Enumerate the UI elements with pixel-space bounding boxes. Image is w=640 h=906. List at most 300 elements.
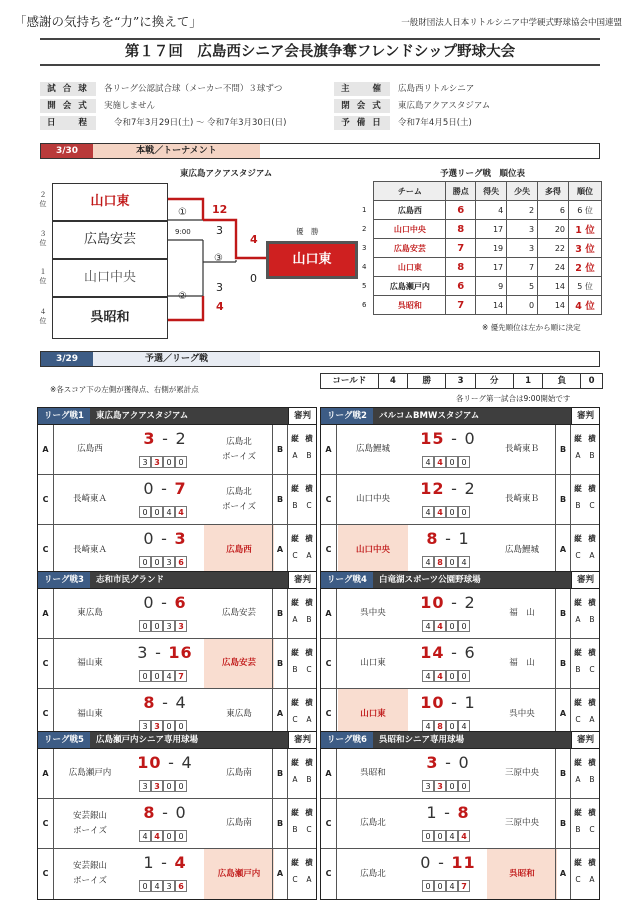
bracket-team-3: 山口中央 — [52, 259, 168, 297]
right-group: B — [272, 799, 288, 848]
team-right: 広島安芸 — [221, 608, 256, 618]
team-left: 東広島 — [77, 608, 103, 618]
standings-cell: 14 — [476, 296, 507, 315]
standings-cell: 1 — [362, 206, 367, 214]
umpire-cell: 縦 — [291, 598, 299, 607]
league-label: リーグ戦5 — [38, 732, 90, 748]
col-most: 多得 — [538, 182, 569, 201]
umpire-cell: 縦 — [291, 648, 299, 657]
umpire-cell: 縦 — [291, 758, 299, 767]
umpire-assignment — [571, 425, 599, 474]
closing-value: 東広島アクアスタジアム — [398, 101, 491, 111]
game-row — [38, 589, 316, 639]
standings-cell: 3 — [507, 220, 538, 239]
standings-cell: 4 位 — [569, 296, 602, 315]
league-label: リーグ戦1 — [38, 408, 90, 424]
score-cell: 0 — [139, 506, 151, 518]
standings-cell: 8 — [446, 220, 476, 239]
game-row — [321, 589, 599, 639]
team-right: 三原中央 — [504, 818, 539, 828]
umpire-assignment — [288, 749, 316, 798]
right-group: A — [555, 689, 571, 739]
score-cell: 0 — [163, 456, 175, 468]
umpire-cell: 横 — [588, 648, 596, 657]
ball-label: 試 合 球 — [40, 82, 96, 96]
umpire-assignment — [288, 589, 316, 638]
score: 15 - 0 — [420, 429, 476, 448]
umpire-cell: 横 — [305, 534, 313, 543]
score-cell: 0 — [422, 880, 434, 892]
score-cell: 4 — [422, 456, 434, 468]
standings-cell: 2 — [362, 225, 367, 233]
league-panel-6 — [320, 731, 600, 900]
umpire-cell: C — [589, 501, 595, 510]
league-header — [38, 572, 316, 589]
team-right: 広島鯉城 — [504, 544, 539, 555]
left-group: C — [38, 639, 54, 688]
league-panel-5 — [37, 731, 317, 900]
umpire-cell: A — [575, 615, 581, 624]
umpire-cell: 横 — [305, 858, 313, 867]
standings-cell: 6 — [446, 277, 476, 296]
score-cell: 4 — [151, 880, 163, 892]
col-fewest: 少失 — [507, 182, 538, 201]
score-cells — [130, 880, 200, 892]
umpire-cell: 横 — [305, 808, 313, 817]
score-cell: 0 — [175, 830, 187, 842]
score: 10 - 4 — [137, 753, 193, 772]
standings-cell: 5 — [507, 277, 538, 296]
left-group: C — [321, 639, 337, 688]
score-cells — [130, 556, 200, 568]
score-cell: 0 — [434, 830, 446, 842]
team-left: 広島北 — [360, 818, 386, 828]
umpire-cell: 横 — [588, 534, 596, 543]
umpire-cell: 横 — [305, 434, 313, 443]
umpire-cell: A — [292, 775, 298, 784]
right-group: B — [555, 749, 571, 798]
umpire-cell: 縦 — [291, 858, 299, 867]
standings-row — [362, 296, 602, 315]
prelim-name: 予選／リーグ戦 — [93, 352, 260, 366]
standings-cell: 8 — [446, 258, 476, 277]
left-group: A — [38, 425, 54, 474]
standings-cell: 5 — [362, 282, 367, 290]
team-right: 福 山 — [509, 658, 535, 668]
score-cell: 0 — [151, 670, 163, 682]
umpire-cell: A — [589, 875, 595, 884]
left-group: C — [321, 525, 337, 575]
umpire-assignment — [288, 849, 316, 899]
standings-cell: 山口東 — [374, 258, 446, 277]
col-rank: 順位 — [569, 182, 602, 201]
umpire-cell: 縦 — [574, 534, 582, 543]
umpire-cell: B — [575, 665, 581, 674]
game-row — [321, 799, 599, 849]
league-header — [38, 408, 316, 425]
left-group: C — [321, 849, 337, 899]
umpire-cell: B — [306, 615, 312, 624]
umpire-cell: 横 — [305, 484, 313, 493]
score-cell: 0 — [139, 556, 151, 568]
umpire-cell: C — [292, 715, 298, 724]
umpire-assignment — [571, 749, 599, 798]
right-group: B — [272, 639, 288, 688]
bracket-team-2: 広島安芸 — [52, 221, 168, 259]
umpire-cell: A — [292, 451, 298, 460]
umpire-cell: 縦 — [291, 808, 299, 817]
right-group: A — [272, 849, 288, 899]
opening-value: 実施しません — [104, 101, 156, 111]
score: 0 - 6 — [143, 593, 187, 612]
champion-label: 優 勝 — [296, 227, 319, 236]
umpire-assignment — [288, 639, 316, 688]
score-cells — [413, 620, 483, 632]
score-cell: 0 — [434, 880, 446, 892]
prelim-start-note: 各リーグ第一試合は9:00開始です — [456, 394, 571, 403]
score-cell: 0 — [163, 720, 175, 732]
score-cells — [413, 880, 483, 892]
umpire-assignment — [571, 525, 599, 575]
score-cell: 0 — [446, 780, 458, 792]
seed-rank-3: １ 位 — [39, 268, 47, 285]
score-cell: 3 — [163, 880, 175, 892]
umpire-cell: A — [306, 715, 312, 724]
left-group: A — [321, 425, 337, 474]
game-1-score-bottom: 3 — [216, 224, 223, 237]
standings-cell: 5 位 — [569, 277, 602, 296]
referee-label: 審判 — [288, 408, 316, 424]
team-left: 山口東 — [360, 658, 386, 668]
team-left: 長崎東Ａ — [72, 494, 107, 504]
points-cell: 4 — [379, 374, 409, 388]
team-left: 呉中央 — [360, 608, 386, 618]
right-group: B — [555, 639, 571, 688]
game-2-score-bottom: 4 — [216, 300, 224, 313]
umpire-cell: 横 — [305, 758, 313, 767]
game-1-label: ① — [178, 207, 187, 218]
score-cell: 4 — [422, 556, 434, 568]
score-cell: 0 — [446, 620, 458, 632]
score-cell: 3 — [151, 720, 163, 732]
game-2-score-top: 3 — [216, 281, 223, 294]
host-value: 広島西リトルシニア — [398, 84, 475, 94]
umpire-cell: 縦 — [574, 758, 582, 767]
score: 3 - 0 — [426, 753, 470, 772]
league-label: リーグ戦3 — [38, 572, 90, 588]
prelim-header — [40, 351, 600, 367]
umpire-cell: C — [306, 665, 312, 674]
score-cell: 4 — [446, 830, 458, 842]
schedule-value: 令和7年3月29日(土) 〜 令和7年3月30日(日) — [114, 118, 287, 128]
league-panel-3 — [37, 571, 317, 740]
score-cell: 0 — [446, 670, 458, 682]
umpire-cell: B — [292, 665, 298, 674]
standings-cell: 6 — [362, 301, 367, 309]
umpire-cell: 縦 — [574, 434, 582, 443]
team-right: 三原中央 — [504, 768, 539, 778]
umpire-cell: 横 — [588, 858, 596, 867]
referee-label: 審判 — [288, 572, 316, 588]
standings-cell: 7 — [507, 258, 538, 277]
league-venue: バルコムBMWスタジアム — [379, 411, 480, 421]
game-3-label: ③ — [214, 253, 223, 264]
team-right: 広島北 ボーイズ — [222, 436, 256, 462]
right-group: B — [555, 425, 571, 474]
score: 14 - 6 — [420, 643, 476, 662]
prelim-date: 3/29 — [41, 352, 93, 366]
score-cell: 0 — [163, 780, 175, 792]
standings-cell: 6 — [446, 201, 476, 220]
score-cells — [130, 830, 200, 842]
champion-box: 山口東 — [266, 241, 358, 279]
ball-value: 各リーグ公認試合球（メーカー不問）３球ずつ — [104, 84, 283, 94]
score-cell: 4 — [434, 620, 446, 632]
umpire-cell: B — [589, 451, 595, 460]
standings-cell: 9 — [476, 277, 507, 296]
score-cell: 0 — [446, 556, 458, 568]
umpire-cell: 縦 — [291, 484, 299, 493]
umpire-cell: B — [575, 501, 581, 510]
referee-label: 審判 — [571, 572, 599, 588]
team-left: 山口東 — [338, 689, 408, 739]
league-label: リーグ戦4 — [321, 572, 373, 588]
team-right: 広島北 ボーイズ — [222, 486, 256, 512]
umpire-cell: 縦 — [574, 484, 582, 493]
left-group: A — [321, 749, 337, 798]
score: 0 - 3 — [143, 529, 187, 548]
team-right: 東広島 — [226, 708, 252, 719]
team-left: 福山東 — [77, 708, 103, 719]
standings-cell: 広島瀬戸内 — [374, 277, 446, 296]
points-cell: コールド — [321, 374, 379, 388]
standings-cell: 4 — [362, 263, 367, 271]
standings-cell: 呉昭和 — [374, 296, 446, 315]
standings-title: 予選リーグ戦 順位表 — [440, 169, 526, 179]
umpire-assignment — [571, 639, 599, 688]
team-right: 福 山 — [509, 608, 535, 618]
score: 1 - 4 — [143, 853, 187, 872]
game-row — [38, 525, 316, 575]
team-right: 長崎東Ｂ — [504, 444, 539, 454]
score-cell: 0 — [422, 830, 434, 842]
score-cell: 4 — [422, 506, 434, 518]
score-cell: 3 — [139, 456, 151, 468]
umpire-cell: B — [575, 825, 581, 834]
standings-header — [362, 182, 602, 201]
umpire-cell: 縦 — [574, 808, 582, 817]
league-venue: 志和市民グランド — [96, 575, 165, 585]
score-cell: 0 — [175, 780, 187, 792]
team-left: 広島瀬戸内 — [68, 768, 112, 778]
umpire-cell: C — [306, 501, 312, 510]
umpire-cell: 横 — [305, 648, 313, 657]
opening-label: 開 会 式 — [40, 99, 96, 113]
score-cell: 0 — [139, 620, 151, 632]
score-cell: 4 — [139, 830, 151, 842]
game-row — [38, 475, 316, 525]
left-group: C — [38, 689, 54, 739]
umpire-cell: C — [292, 875, 298, 884]
col-points: 勝点 — [446, 182, 476, 201]
umpire-cell: B — [306, 775, 312, 784]
score-cell: 4 — [458, 830, 470, 842]
score-cells — [413, 456, 483, 468]
page-title: 第１７回 広島西シニア会長旗争奪フレンドシップ野球大会 — [124, 44, 516, 60]
score-cells — [413, 780, 483, 792]
umpire-cell: 横 — [588, 434, 596, 443]
score-cell: 0 — [458, 670, 470, 682]
team-left: 広島鯉城 — [355, 444, 390, 454]
score-cell: 0 — [163, 830, 175, 842]
team-left: 安芸銀山 ボーイズ — [72, 861, 107, 886]
standings-cell: 19 — [476, 239, 507, 258]
game-row — [38, 425, 316, 475]
umpire-cell: A — [292, 615, 298, 624]
umpire-cell: 横 — [588, 758, 596, 767]
umpire-cell: 横 — [588, 698, 596, 707]
score-cells — [413, 830, 483, 842]
score-cell: 4 — [422, 670, 434, 682]
umpire-assignment — [288, 799, 316, 848]
reserve-label: 予 備 日 — [334, 116, 390, 130]
score-cell: 0 — [151, 620, 163, 632]
right-group: A — [272, 689, 288, 739]
team-left: 山口中央 — [338, 525, 408, 575]
standings-cell: 4 — [476, 201, 507, 220]
game-row — [38, 639, 316, 689]
points-cell: 勝 — [408, 374, 446, 388]
score-cell: 6 — [175, 556, 187, 568]
game-row — [38, 749, 316, 799]
standings-cell: 3 — [507, 239, 538, 258]
league-panel-4 — [320, 571, 600, 740]
score: 10 - 1 — [420, 693, 476, 712]
umpire-cell: 横 — [588, 808, 596, 817]
standings-cell: 広島西 — [374, 201, 446, 220]
standings-table — [362, 181, 602, 315]
standings-note: ※ 優先順位は左から順に決定 — [482, 323, 581, 332]
score: 10 - 2 — [420, 593, 476, 612]
score-cell: 3 — [151, 780, 163, 792]
schedule-label: 日 程 — [40, 116, 96, 130]
standings-cell: 7 — [446, 239, 476, 258]
score-cell: 4 — [422, 620, 434, 632]
score-cell: 4 — [458, 720, 470, 732]
game-row — [321, 425, 599, 475]
umpire-cell: A — [306, 875, 312, 884]
standings-row — [362, 258, 602, 277]
umpire-cell: A — [575, 451, 581, 460]
score-cell: 3 — [422, 780, 434, 792]
score-cell: 0 — [151, 506, 163, 518]
host-label: 主 催 — [334, 82, 390, 96]
umpire-cell: B — [292, 825, 298, 834]
score-cell: 0 — [458, 620, 470, 632]
right-group: A — [555, 849, 571, 899]
umpire-cell: 縦 — [291, 698, 299, 707]
score-cell: 0 — [458, 456, 470, 468]
team-left: 長崎東Ａ — [72, 544, 107, 555]
prelim-note: ※各スコア下の左側が獲得点、右側が累計点 — [50, 385, 199, 394]
score-cell: 0 — [139, 670, 151, 682]
team-right: 呉昭和 — [487, 849, 557, 899]
score-cell: 0 — [175, 720, 187, 732]
umpire-cell: C — [589, 825, 595, 834]
score: 1 - 8 — [426, 803, 470, 822]
score: 3 - 2 — [143, 429, 187, 448]
score-cell: 0 — [458, 780, 470, 792]
umpire-assignment — [288, 475, 316, 524]
team-left: 呉昭和 — [360, 768, 386, 778]
standings-cell: 17 — [476, 258, 507, 277]
score-cell: 4 — [446, 880, 458, 892]
game-row — [321, 749, 599, 799]
score-cell: 3 — [163, 620, 175, 632]
league-header — [321, 408, 599, 425]
umpire-cell: 縦 — [291, 434, 299, 443]
umpire-cell: C — [575, 551, 581, 560]
score-cell: 4 — [163, 506, 175, 518]
score-cell: 4 — [458, 556, 470, 568]
score-cells — [130, 780, 200, 792]
score-cell: 0 — [458, 506, 470, 518]
tournament-venue: 東広島アクアスタジアム — [180, 169, 273, 179]
score-cell: 7 — [458, 880, 470, 892]
score-cell: 4 — [434, 456, 446, 468]
standings-cell: 山口中央 — [374, 220, 446, 239]
umpire-cell: 横 — [588, 598, 596, 607]
left-group: A — [38, 749, 54, 798]
standings-cell: 2 — [507, 201, 538, 220]
team-left: 安芸銀山 ボーイズ — [72, 810, 107, 836]
score-cell: 4 — [151, 830, 163, 842]
league-venue: 広島瀬戸内シニア専用球場 — [96, 735, 199, 745]
umpire-cell: B — [306, 451, 312, 460]
left-group: A — [38, 589, 54, 638]
team-right: 広島瀬戸内 — [204, 849, 274, 899]
standings-row — [362, 220, 602, 239]
score-cell: 8 — [434, 556, 446, 568]
standings-cell: 6 位 — [569, 201, 602, 220]
score-cell: 0 — [446, 506, 458, 518]
standings-cell: 14 — [538, 277, 569, 296]
left-group: C — [38, 849, 54, 899]
score-cells — [413, 556, 483, 568]
left-group: C — [321, 799, 337, 848]
team-left: 広島西 — [77, 444, 103, 454]
score: 8 - 0 — [143, 803, 187, 822]
points-cell: 負 — [543, 374, 581, 388]
right-group: B — [272, 475, 288, 524]
col-diff: 得失 — [476, 182, 507, 201]
right-group: B — [272, 749, 288, 798]
bracket-team-4: 呉昭和 — [52, 297, 168, 339]
standings-cell: 3 — [362, 244, 367, 252]
right-group: A — [555, 525, 571, 575]
league-venue: 呉昭和シニア専用球場 — [379, 735, 465, 745]
right-group: B — [555, 475, 571, 524]
team-right: 広島南 — [226, 768, 252, 778]
score-cells — [130, 456, 200, 468]
score-cell: 3 — [139, 780, 151, 792]
score-cell: 4 — [434, 506, 446, 518]
referee-label: 審判 — [288, 732, 316, 748]
score-cell: 3 — [151, 456, 163, 468]
umpire-cell: 横 — [305, 698, 313, 707]
right-group: B — [272, 589, 288, 638]
score-cell: 4 — [422, 720, 434, 732]
